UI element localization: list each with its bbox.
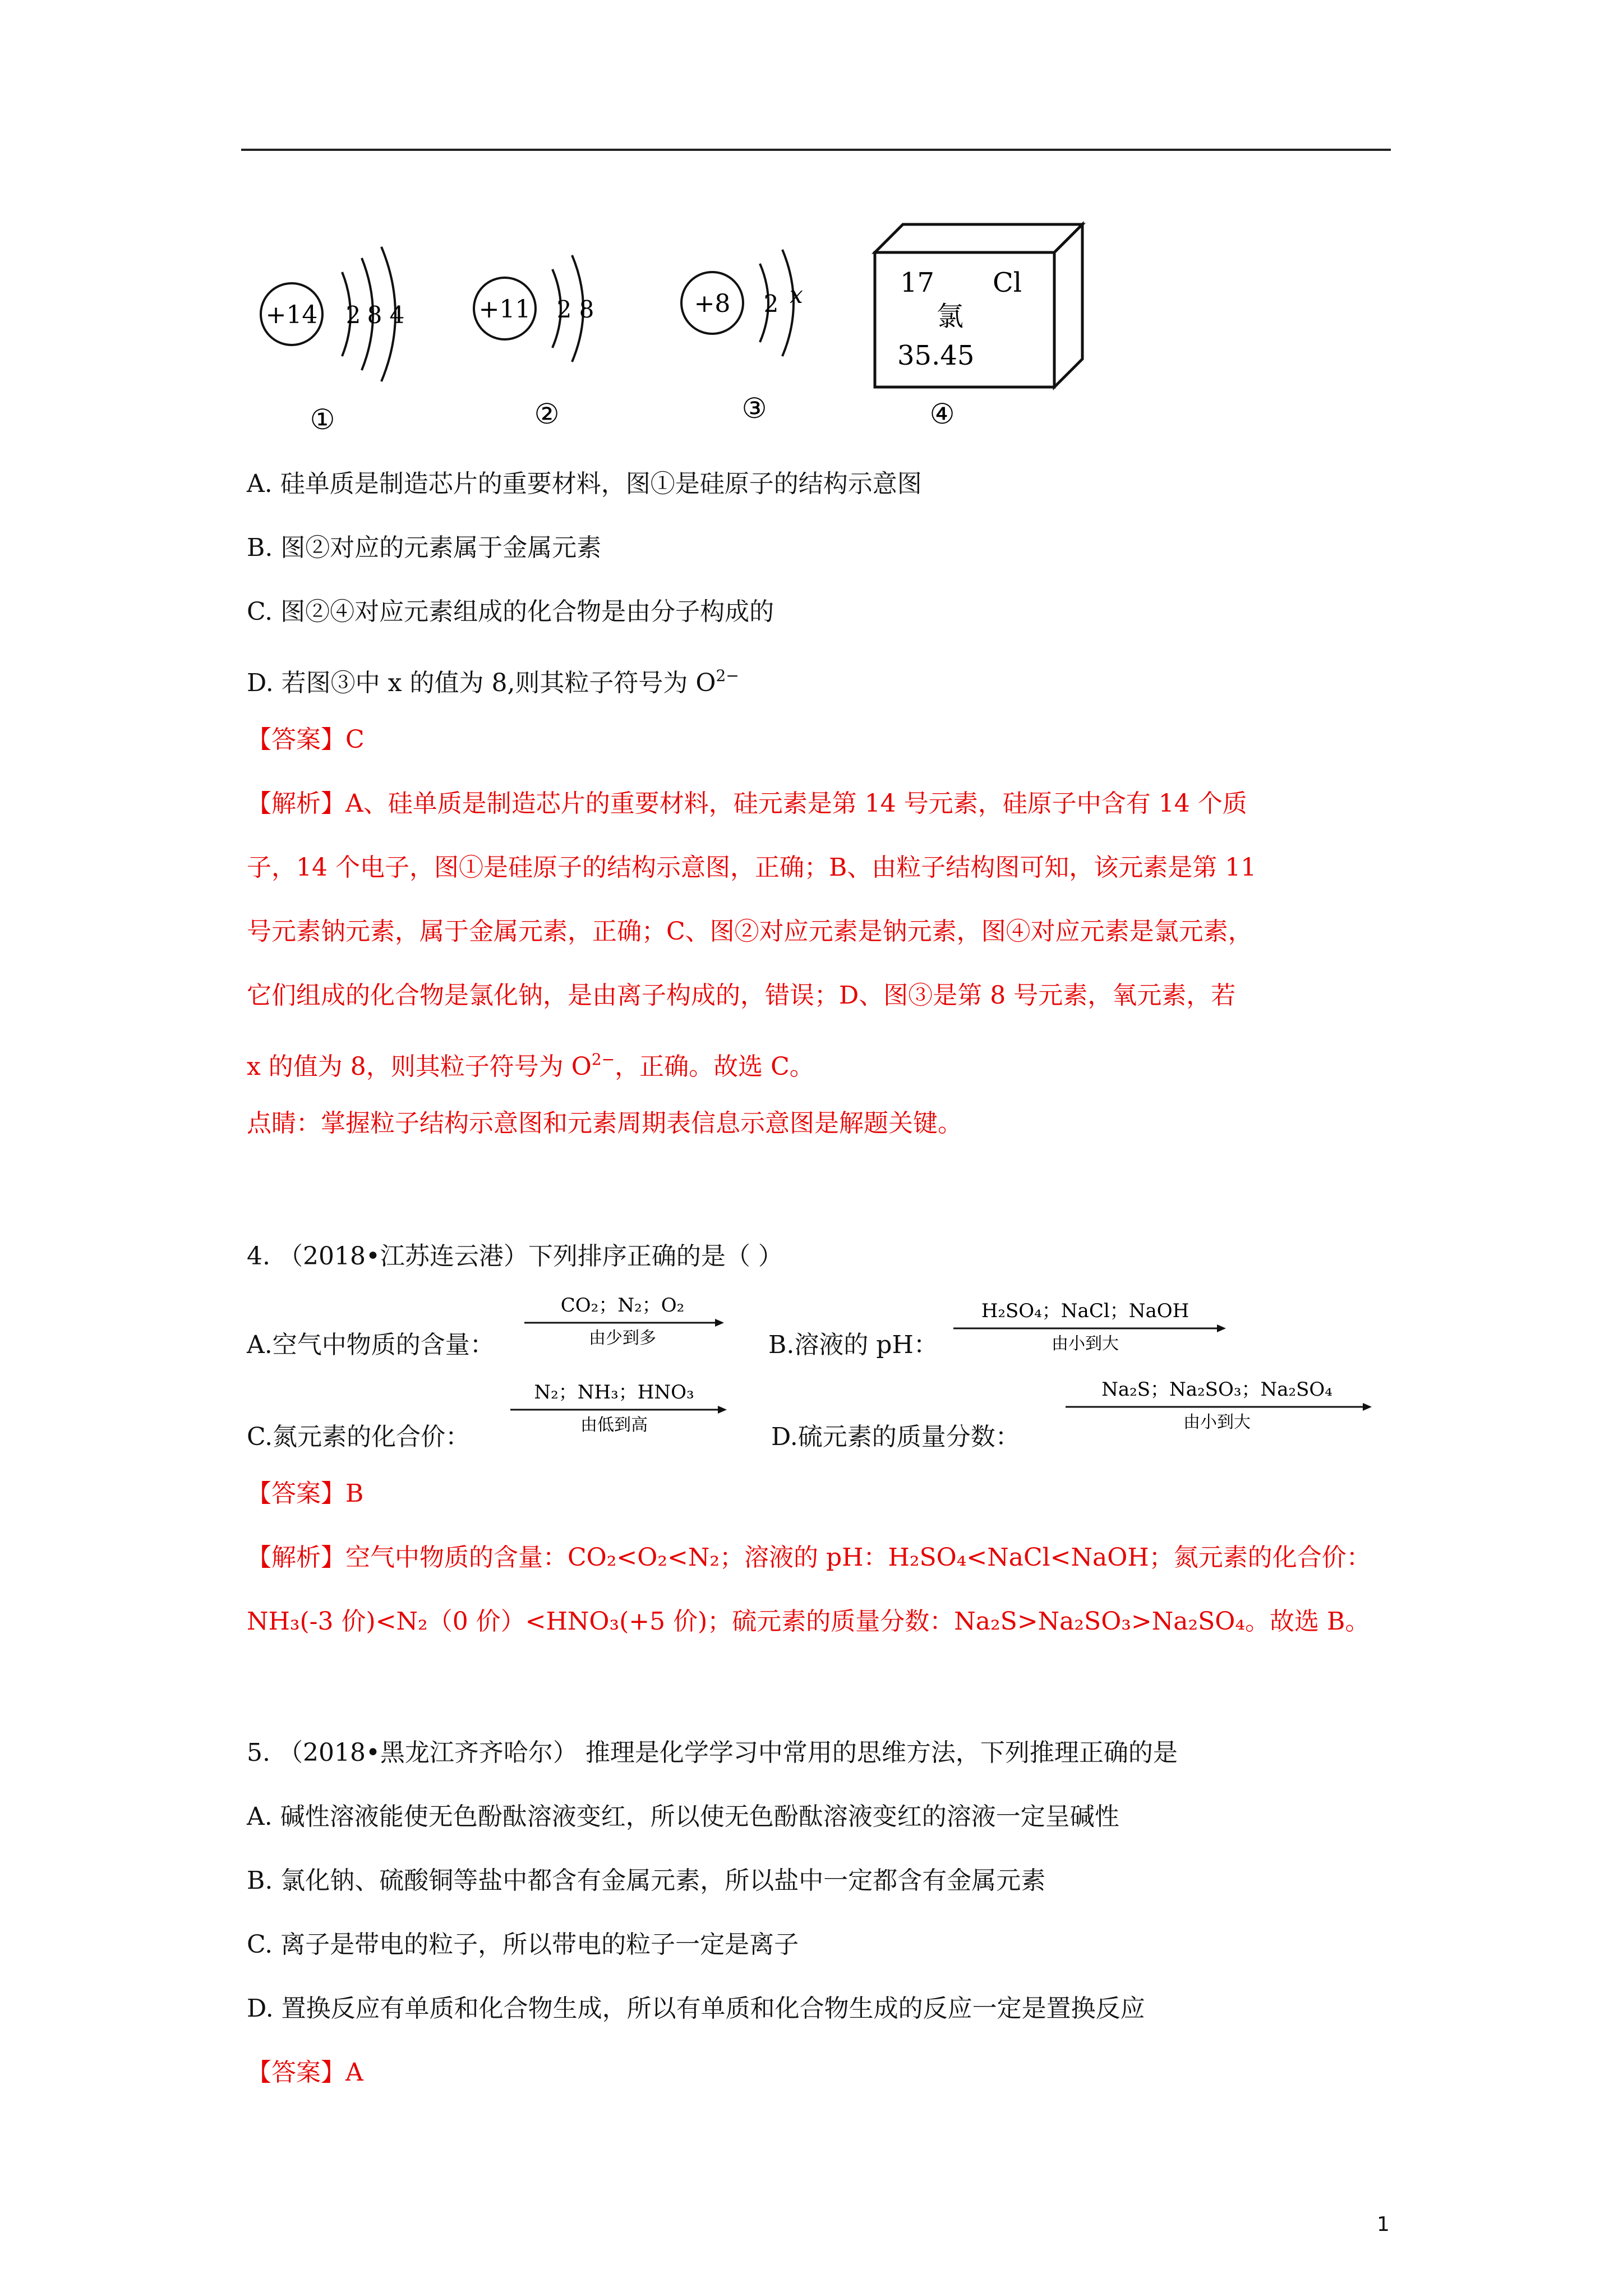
q3-analysis-line-1: 【解析】A、硅单质是制造芯片的重要材料，硅元素是第 14 号元素，硅原子中含有 14 个质: [247, 789, 1247, 818]
q3-tip: 点睛：掌握粒子结构示意图和元素周期表信息示意图是解题关键。: [247, 1109, 962, 1138]
atom-structure-diagram: [241, 213, 1116, 449]
q3-analysis-line-5: [247, 1043, 814, 1084]
atom-2-nucleus: +11: [478, 295, 531, 324]
q3-option-c: C. 图②④对应元素组成的化合物是由分子构成的: [247, 597, 774, 626]
q3-option-d-text: D. 若图③中 x 的值为 8,则其粒子符号为 O: [247, 669, 716, 697]
q5-option-d: D. 置换反应有单质和化合物生成，所以有单质和化合物生成的反应一定是置换反应: [247, 1994, 1145, 2023]
atom-2-shell-2: 8: [579, 296, 594, 323]
element-number: 17: [900, 267, 935, 298]
q4-option-d-text: D.硫元素的质量分数：: [771, 1423, 1020, 1451]
atom-2: [474, 255, 594, 430]
element-card-label: ④: [929, 398, 955, 430]
q5-answer: 【答案】A: [247, 2058, 363, 2087]
q4-answer: 【答案】B: [247, 1479, 364, 1508]
atom-1-shell-3: 4: [389, 301, 405, 329]
page-number: 1: [1377, 2213, 1390, 2236]
q4-option-a-top: CO₂；N₂；O₂: [560, 1294, 685, 1317]
q5-stem: 5. （2018•黑龙江齐齐哈尔） 推理是化学学习中常用的思维方法，下列推理正确的是: [247, 1738, 1178, 1767]
atom-3-shell-1: 2: [763, 290, 779, 318]
q4-option-c-arrow: [505, 1372, 729, 1439]
atom-1-label: ①: [310, 403, 335, 436]
atom-1-shell-2: 8: [367, 301, 382, 329]
header-rule: [241, 149, 1391, 151]
q3-analysis-line-3: 号元素钠元素，属于金属元素，正确；C、图②对应元素是钠元素，图④对应元素是氯元素，: [247, 917, 1253, 946]
q4-option-d-arrow: [1060, 1369, 1374, 1436]
q4-analysis-line-1: 【解析】空气中物质的含量：CO₂<O₂<N₂；溶液的 pH：H₂SO₄<NaCl<NaOH；氮元素的化合价：: [247, 1543, 1371, 1572]
atom-3: [681, 250, 803, 425]
element-card: [875, 224, 1082, 430]
atom-1-shell-1: 2: [345, 301, 361, 329]
q5-option-a: A. 碱性溶液能使无色酚酞溶液变红，所以使无色酚酞溶液变红的溶液一定呈碱性: [247, 1802, 1119, 1831]
q3-analysis-line-5-a: x 的值为 8，则其粒子符号为 O: [247, 1052, 592, 1081]
q4-option-c-text: C.氮元素的化合价：: [247, 1423, 471, 1451]
q3-option-d: [247, 659, 739, 700]
q3-option-b: B. 图②对应的元素属于金属元素: [247, 533, 602, 562]
q4-option-a-bottom: 由少到多: [589, 1328, 656, 1348]
element-symbol: Cl: [993, 267, 1022, 298]
q5-option-c: C. 离子是带电的粒子，所以带电的粒子一定是离子: [247, 1930, 799, 1959]
q5-option-b: B. 氯化钠、硫酸铜等盐中都含有金属元素，所以盐中一定都含有金属元素: [247, 1866, 1046, 1895]
atom-2-label: ②: [534, 398, 560, 430]
element-mass: 35.45: [897, 340, 975, 371]
q3-analysis-line-5-charge: 2−: [591, 1050, 615, 1069]
q4-analysis-line-2: NH₃(-3 价)<N₂（0 价）<HNO₃(+5 价)；硫元素的质量分数：Na₂S>Na₂SO₃>Na₂SO₄。故选 B。: [247, 1607, 1370, 1636]
atom-1: [261, 247, 404, 436]
q4-stem: 4. （2018•江苏连云港）下列排序正确的是（ ）: [247, 1242, 783, 1271]
q4-option-a-text: A.空气中物质的含量：: [247, 1331, 495, 1359]
q3-analysis-line-4: 它们组成的化合物是氯化钠，是由离子构成的，错误；D、图③是第 8 号元素，氧元素，若: [247, 981, 1236, 1010]
atom-3-shell-2: x: [790, 281, 803, 309]
q4-option-c-bottom: 由低到高: [580, 1415, 648, 1435]
q4-option-b-arrow: [948, 1290, 1228, 1358]
atom-2-shell-1: 2: [556, 296, 572, 323]
q4-option-b-text: B.溶液的 pH：: [768, 1331, 938, 1359]
q3-analysis-line-5-b: ，正确。故选 C。: [615, 1052, 814, 1081]
atom-1-nucleus: +14: [265, 301, 318, 329]
q4-option-a-arrow: [519, 1285, 726, 1352]
q3-analysis-line-2: 子，14 个电子，图①是硅原子的结构示意图，正确；B、由粒子结构图可知，该元素是第 11: [247, 853, 1257, 882]
q3-option-a: A. 硅单质是制造芯片的重要材料，图①是硅原子的结构示意图: [247, 470, 922, 498]
q4-option-b-bottom: 由小到大: [1052, 1334, 1119, 1354]
q4-option-d-top: Na₂S；Na₂SO₃；Na₂SO₄: [1101, 1378, 1332, 1401]
q4-option-d-bottom: 由小到大: [1183, 1412, 1251, 1432]
atom-3-nucleus: +8: [694, 289, 731, 318]
q4-option-c-top: N₂；NH₃；HNO₃: [534, 1381, 694, 1404]
q4-option-b-top: H₂SO₄；NaCl；NaOH: [981, 1300, 1189, 1322]
q3-option-d-charge: 2−: [716, 666, 739, 685]
atom-3-label: ③: [741, 392, 767, 425]
q3-answer: 【答案】C: [247, 725, 365, 754]
element-name: 氯: [937, 301, 964, 332]
